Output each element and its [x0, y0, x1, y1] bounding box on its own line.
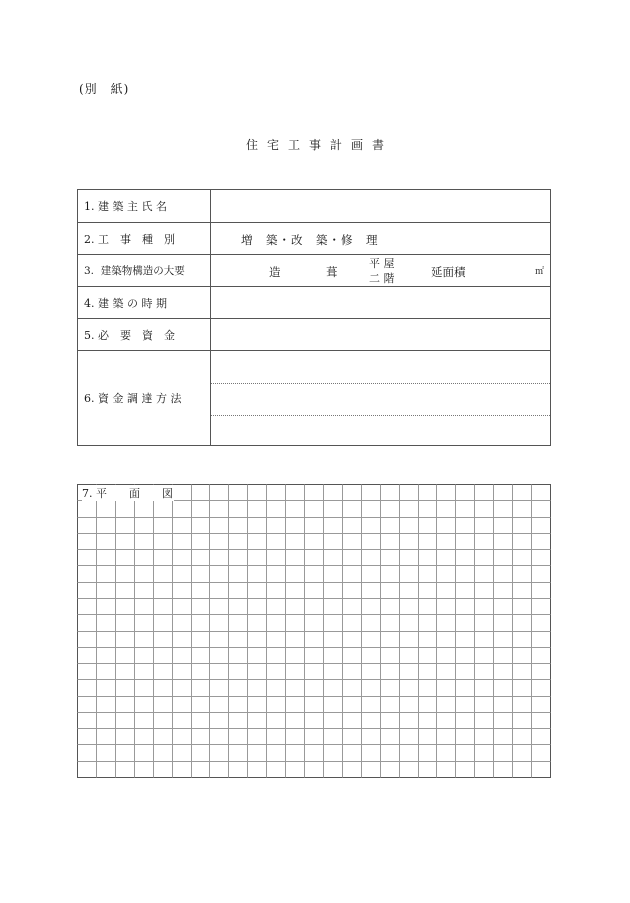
structure-hiraya: 平 屋: [369, 257, 395, 270]
row-label: 1. 建 築 主 氏 名: [78, 190, 211, 222]
row-construction-period: [78, 287, 550, 319]
row-label: 3. 建築物構造の大要: [78, 255, 211, 286]
structure-buki: 葺: [326, 265, 338, 279]
construction-period-field[interactable]: [211, 287, 550, 318]
row-label: 6. 資 金 調 達 方 法: [78, 351, 211, 445]
structure-floor-area-label: 延面積: [431, 265, 466, 279]
owner-name-field[interactable]: [211, 190, 550, 222]
document-title: 住宅工事計画書: [245, 138, 393, 152]
structure-field[interactable]: [211, 255, 550, 286]
required-funds-field[interactable]: [211, 319, 550, 350]
funding-method-field: [211, 351, 550, 445]
row-label: 2. 工 事 種 別: [78, 223, 211, 254]
row-funding-method: [78, 351, 550, 445]
funding-line-1[interactable]: [211, 351, 550, 384]
row-structure: [78, 255, 550, 287]
row-label: 5. 必 要 資 金: [78, 319, 211, 350]
floor-plan-label: 7. 平 面 図: [82, 487, 173, 500]
row-work-type: [78, 223, 550, 255]
row-owner-name: [78, 190, 550, 223]
floor-plan-grid-lines: [77, 484, 551, 778]
structure-area-unit: ㎡: [534, 267, 544, 277]
floor-plan-grid[interactable]: [77, 484, 551, 778]
work-type-options: 増 築・改 築・修 理: [241, 233, 379, 247]
structure-nikai: 二 階: [369, 272, 395, 285]
row-label: 4. 建 築 の 時 期: [78, 287, 211, 318]
work-type-field[interactable]: [211, 223, 550, 254]
plan-form-table: [77, 189, 551, 446]
annex-label: (別 紙): [79, 82, 130, 96]
row-required-funds: [78, 319, 550, 351]
funding-line-3[interactable]: [211, 415, 550, 445]
structure-zou: 造: [269, 265, 281, 279]
funding-line-2[interactable]: [211, 383, 550, 416]
